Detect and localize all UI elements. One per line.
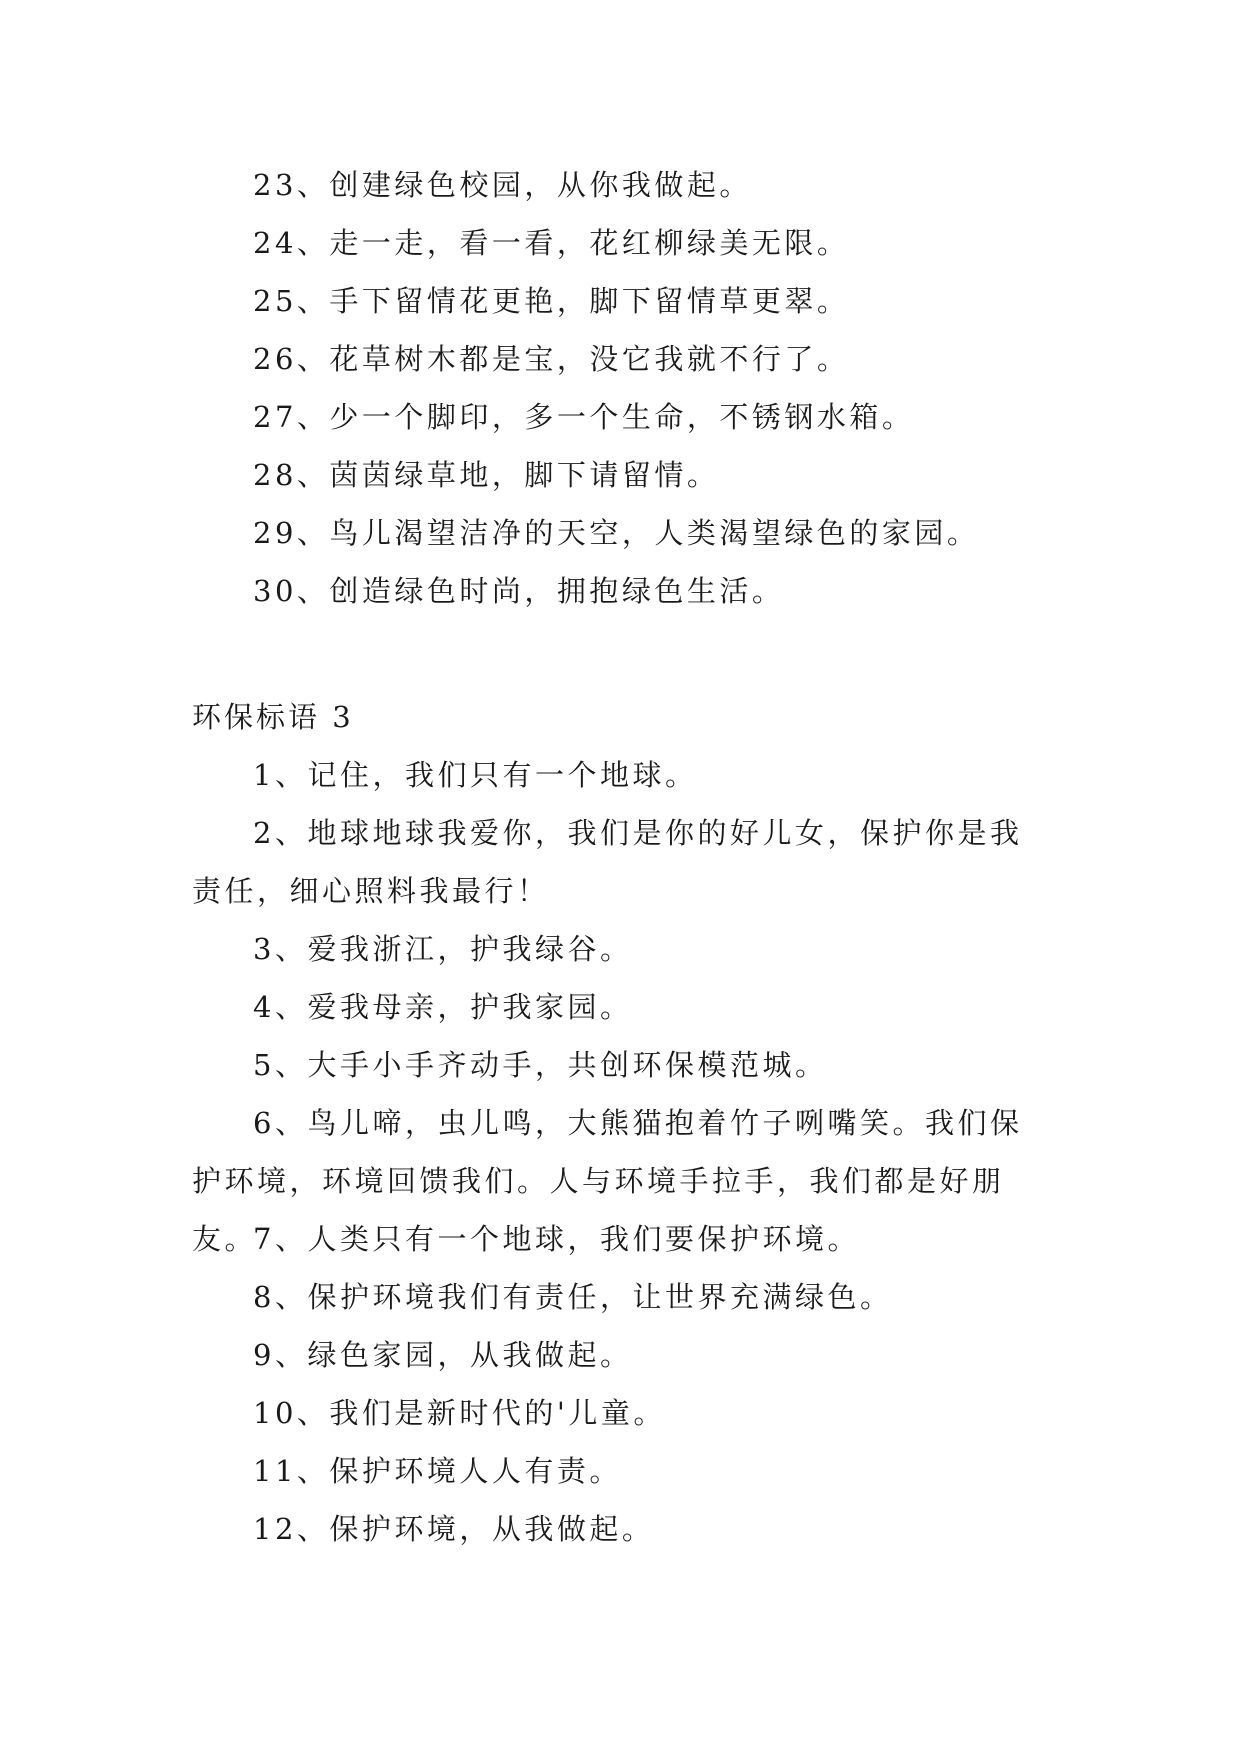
section-title: 环保标语 3: [192, 700, 354, 734]
slogan-item-1: 1、记住，我们只有一个地球。: [253, 758, 698, 792]
slogan-item-6: 6、鸟儿啼，虫儿鸣，大熊猫抱着竹子咧嘴笑。我们保护环境，环境回馈我们。人与环境手拉手，我们都是好朋友。: [192, 1106, 1023, 1256]
slogan-item-12: 12、保护环境，从我做起。: [253, 1512, 655, 1546]
slogan-item-11: 11、保护环境人人有责。: [253, 1454, 622, 1488]
slogan-item-4: 4、爱我母亲，护我家园。: [253, 990, 633, 1024]
slogan-item-2: 2、地球地球我爱你，我们是你的好儿女，保护你是我责任，细心照料我最行！: [192, 816, 1023, 908]
slogan-item-25: 25、手下留情花更艳，脚下留情草更翠。: [253, 284, 850, 318]
slogan-item-7: 7、人类只有一个地球，我们要保护环境。: [253, 1222, 860, 1256]
slogan-item-28: 28、茵茵绿草地，脚下请留情。: [253, 458, 720, 492]
slogan-item-23: 23、创建绿色校园，从你我做起。: [253, 168, 752, 202]
slogan-item-5: 5、大手小手齐动手，共创环保模范城。: [253, 1048, 828, 1082]
slogan-item-26: 26、花草树木都是宝，没它我就不行了。: [253, 342, 850, 376]
slogan-item-3: 3、爱我浙江，护我绿谷。: [253, 932, 633, 966]
slogan-item-27: 27、少一个脚印，多一个生命，不锈钢水箱。: [253, 400, 915, 434]
slogan-item-8: 8、保护环境我们有责任，让世界充满绿色。: [253, 1280, 893, 1314]
slogan-item-24: 24、走一走，看一看，花红柳绿美无限。: [253, 226, 850, 260]
slogan-item-30: 30、创造绿色时尚，拥抱绿色生活。: [253, 574, 785, 608]
slogan-item-9: 9、绿色家园，从我做起。: [253, 1338, 633, 1372]
slogan-item-29: 29、鸟儿渴望洁净的天空，人类渴望绿色的家园。: [253, 516, 980, 550]
slogan-item-10: 10、我们是新时代的'儿童。: [253, 1396, 666, 1430]
